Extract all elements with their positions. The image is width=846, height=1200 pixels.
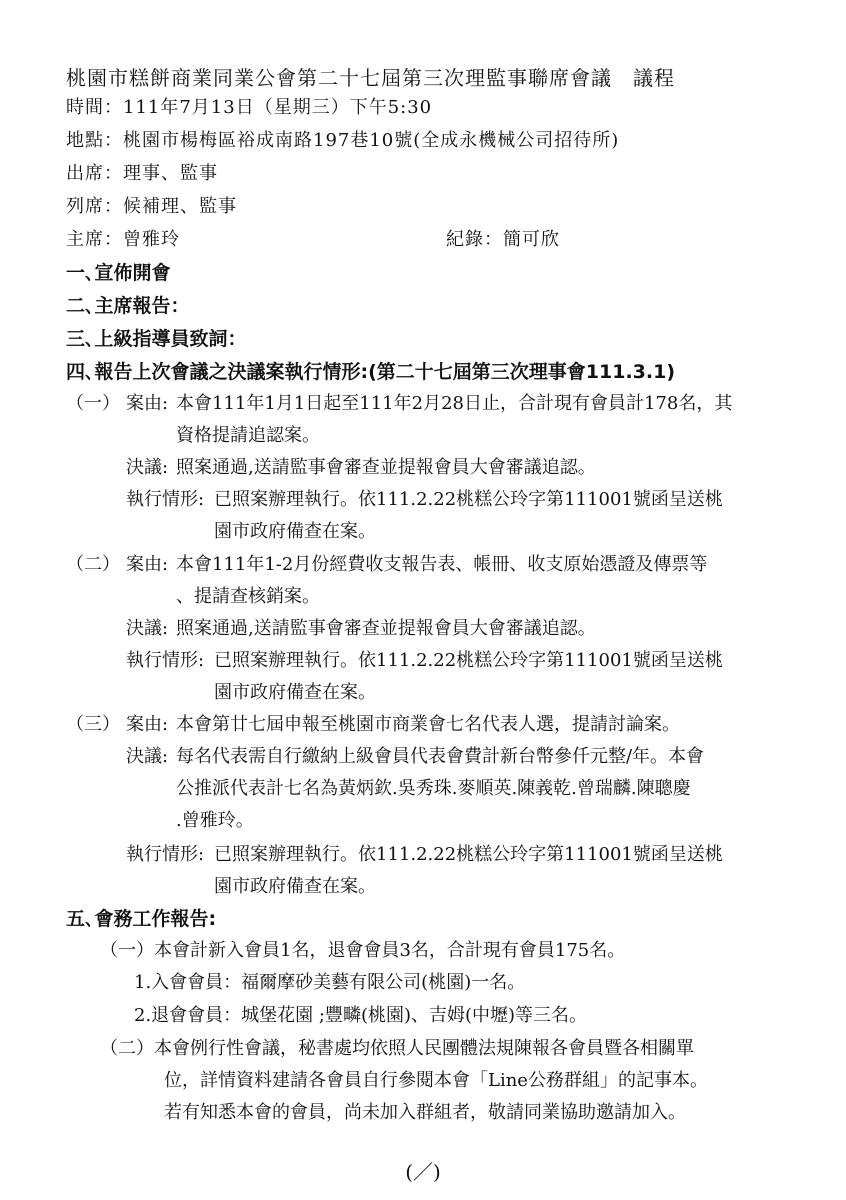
item-1-execution-line-1: 已照案辦理執行。依111.2.22桃糕公玲字第111001號函呈送桃 <box>214 489 723 510</box>
item-2-case-line-1: 本會111年1-2月份經費收支報告表、帳冊、收支原始憑證及傳票等 <box>176 554 708 575</box>
item-1-resolution-line-1: 照案通過,送請監事會審查並提報會員大會審議追認。 <box>176 457 596 478</box>
section-5-heading: 五､會務工作報告: <box>66 908 217 930</box>
item-3-resolution-line-2: 公推派代表計七名為黃炳欽.吳秀珠.麥順英.陳義乾.曾瑞麟.陳聰慶 <box>176 778 691 799</box>
item-1-number: （一） <box>66 393 120 414</box>
work-item-2-line-2: 位，詳情資料建請各會員自行參閱本會「Line公務群組」的記事本。 <box>164 1070 708 1091</box>
recorder: 紀錄：簡可欣 <box>446 229 560 250</box>
attendees: 出席：理事、監事 <box>66 163 218 184</box>
item-2-case-label: 案由: <box>126 554 169 575</box>
observers: 列席：候補理、監事 <box>66 196 237 217</box>
item-2-number: （二） <box>66 554 120 575</box>
work-item-2-line-3: 若有知悉本會的會員，尚未加入群組者，敬請同業協助邀請加入。 <box>164 1102 686 1123</box>
work-item-1: （一）本會計新入會員1名，退會會員3名，合計現有會員175名。 <box>100 940 626 961</box>
item-3-case-line-1: 本會第廿七屆申報至桃園市商業會七名代表人選，提請討論案。 <box>176 714 680 735</box>
work-item-1b: 2.退會會員：城堡花園 ;豐疄(桃園)、吉姆(中壢)等三名。 <box>134 1005 588 1026</box>
item-3-resolution-label: 決議: <box>126 746 169 767</box>
document-title: 桃園市糕餅商業同業公會第二十七屆第三次理監事聯席會議 議程 <box>66 66 675 90</box>
page-number: (／) <box>405 1160 441 1184</box>
item-1-case-label: 案由: <box>126 393 169 414</box>
section-3-heading: 三､上級指導員致詞： <box>66 328 247 350</box>
section-1-heading: 一､宣佈開會 <box>66 262 171 284</box>
section-2-heading: 二､主席報告： <box>66 295 190 317</box>
work-item-2-line-1: （二）本會例行性會議，秘書處均依照人民團體法規陳報各會員暨各相關單 <box>100 1038 694 1059</box>
item-1-case-line-1: 本會111年1月1日起至111年2月28日止，合計現有會員計178名，其 <box>176 393 733 414</box>
meeting-time: 時間：111年7月13日（星期三）下午5:30 <box>66 97 433 118</box>
item-1-execution-line-2: 園市政府備查在案。 <box>214 521 376 542</box>
item-2-resolution-line-1: 照案通過,送請監事會審查並提報會員大會審議追認。 <box>176 618 596 639</box>
item-3-execution-line-2: 園市政府備查在案。 <box>214 876 376 897</box>
section-4-heading: 四､報告上次會議之決議案執行情形:(第二十七屆第三次理事會111.3.1) <box>66 361 676 383</box>
item-3-execution-line-1: 已照案辦理執行。依111.2.22桃糕公玲字第111001號函呈送桃 <box>214 844 723 865</box>
item-3-case-label: 案由: <box>126 714 169 735</box>
item-3-resolution-line-1: 每名代表需自行繳納上級會員代表會費計新台幣參仟元整/年。本會 <box>176 746 705 767</box>
item-1-execution-label: 執行情形: <box>126 489 205 510</box>
item-2-resolution-label: 決議: <box>126 618 169 639</box>
chairperson: 主席：曾雅玲 <box>66 229 180 250</box>
item-1-resolution-label: 決議: <box>126 457 169 478</box>
item-3-number: （三） <box>66 714 120 735</box>
meeting-place: 地點：桃園市楊梅區裕成南路197巷10號(全成永機械公司招待所) <box>66 130 620 151</box>
item-3-execution-label: 執行情形: <box>126 844 205 865</box>
item-1-case-line-2: 資格提請追認案。 <box>176 425 320 446</box>
item-2-case-line-2: 、提請查核銷案。 <box>176 586 320 607</box>
item-2-execution-line-2: 園市政府備查在案。 <box>214 682 376 703</box>
work-item-1a: 1.入會會員：福爾摩砂美藝有限公司(桃園)一名。 <box>134 972 526 993</box>
item-2-execution-line-1: 已照案辦理執行。依111.2.22桃糕公玲字第111001號函呈送桃 <box>214 650 723 671</box>
item-2-execution-label: 執行情形: <box>126 650 205 671</box>
item-3-resolution-line-3: .曾雅玲。 <box>176 810 254 831</box>
